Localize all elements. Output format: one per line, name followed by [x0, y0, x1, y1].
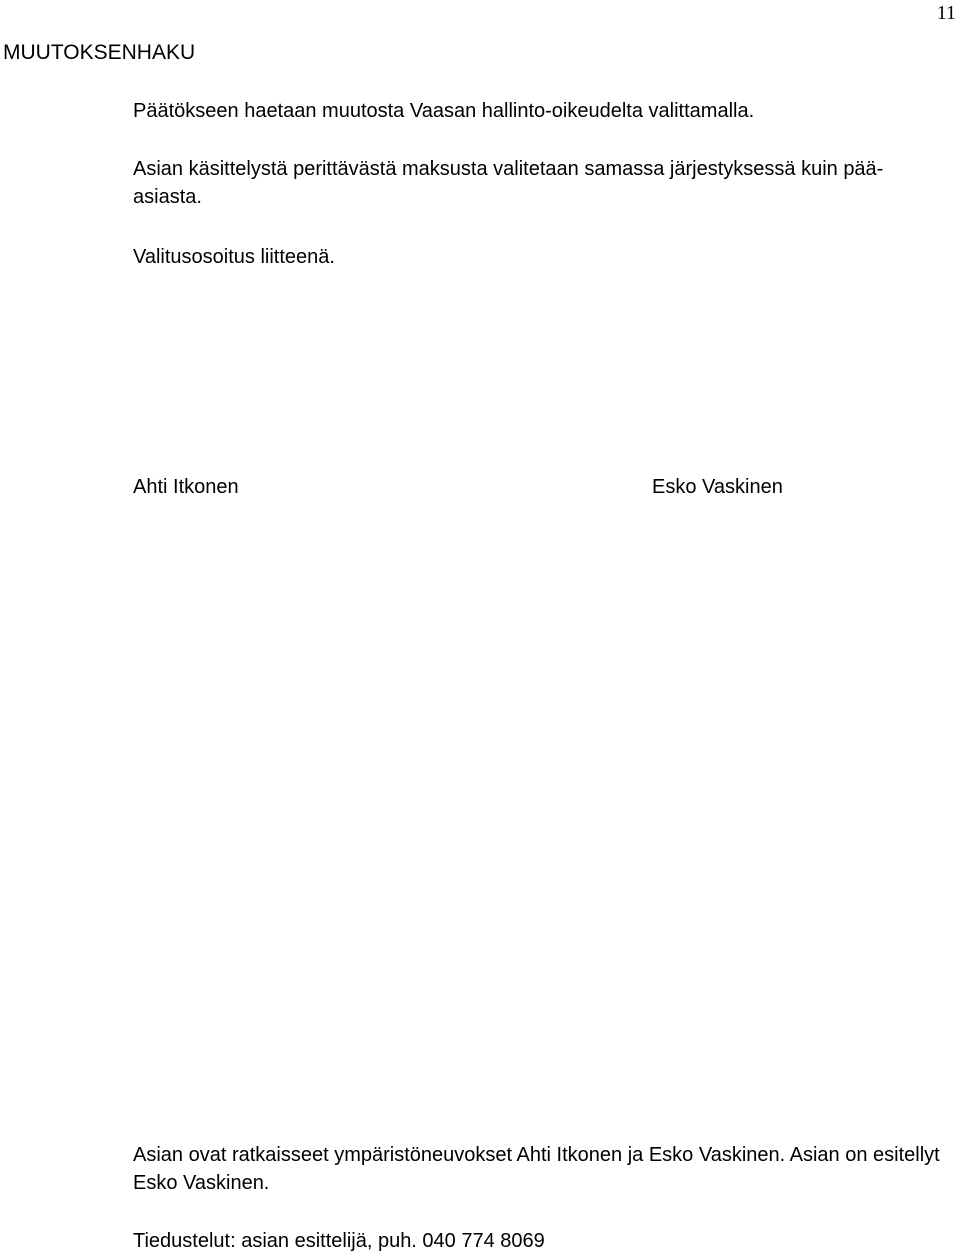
fee-paragraph: Asian käsittelystä perittävästä maksusta valitetaan samassa järjestyksessä kuin pää-asiasta.: [133, 158, 884, 208]
page-number: 11: [936, 2, 956, 24]
attachment-paragraph: Valitusosoitus liitteenä.: [133, 246, 335, 268]
signature-left: Ahti Itkonen: [133, 476, 239, 498]
contact-paragraph: Tiedustelut: asian esittelijä, puh. 040 774 8069: [133, 1230, 545, 1252]
decision-makers-paragraph: Asian ovat ratkaisseet ympäristöneuvokset Ahti Itkonen ja Esko Vaskinen. Asian on esitellyt Esko Vaskinen.: [133, 1144, 940, 1194]
section-heading: MUUTOKSENHAKU: [3, 41, 196, 64]
signature-right: Esko Vaskinen: [652, 476, 783, 498]
appeal-paragraph: Päätökseen haetaan muutosta Vaasan hallinto-oikeudelta valittamalla.: [133, 100, 755, 122]
